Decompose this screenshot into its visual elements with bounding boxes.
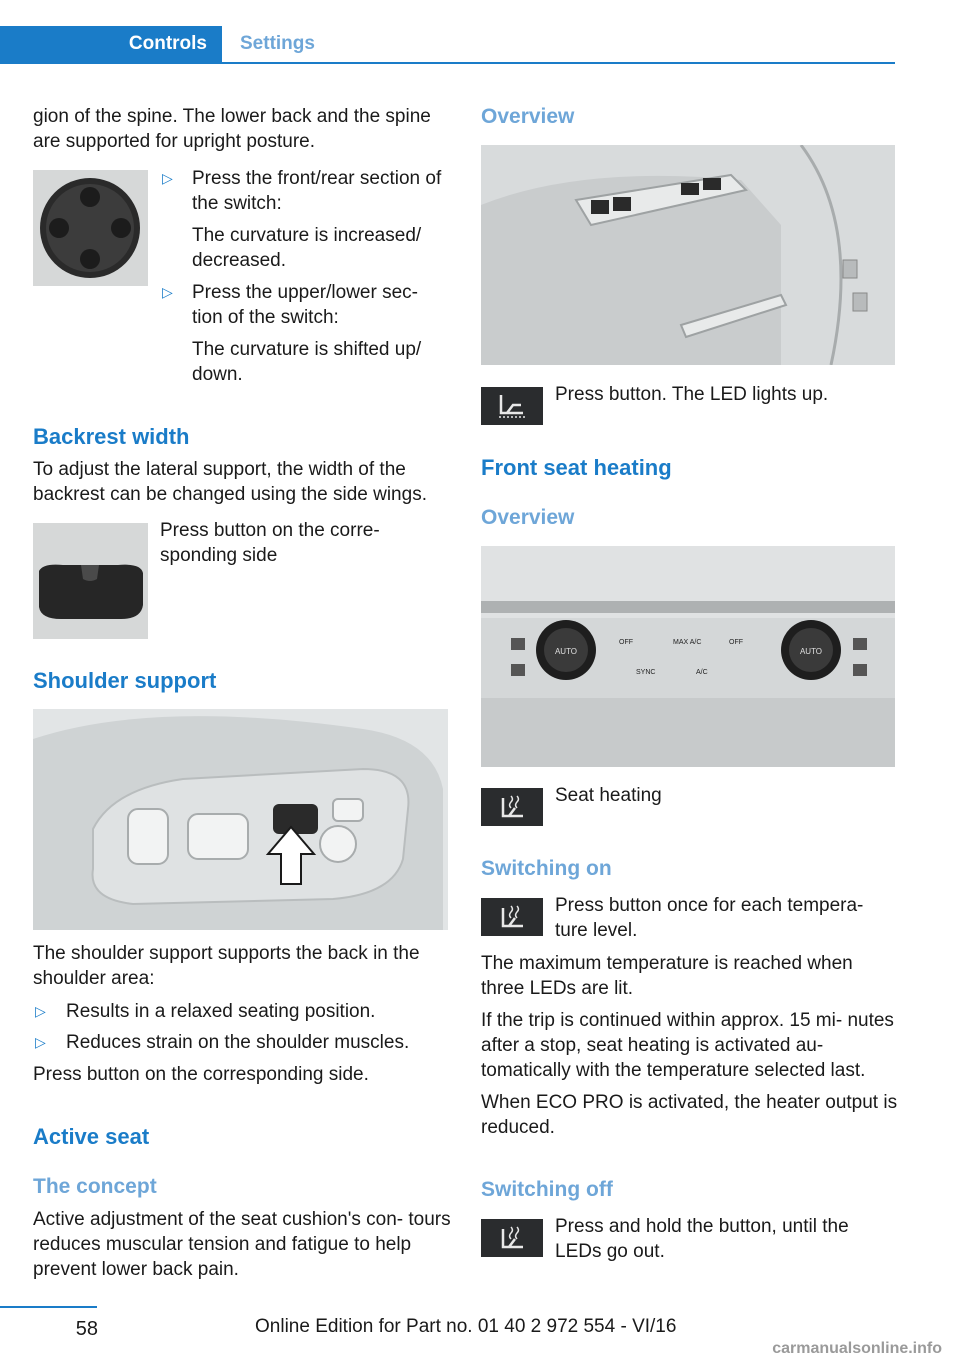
climate-panel-image (481, 546, 895, 767)
climate-label: OFF (729, 639, 743, 646)
climate-label: AUTO (554, 647, 578, 656)
watermark: carmanualsonline.info (772, 1340, 942, 1357)
curv-bullet-2-title: Press the upper/lower sec‐ tion of the switch: (192, 282, 418, 328)
seat-heating-button-icon (481, 1219, 543, 1257)
shoulder-press-text: Press button on the corresponding side. (33, 1064, 369, 1085)
intro-paragraph: gion of the spine. The lower back and the spine are supported for upright posture. (33, 106, 431, 152)
overview-heading: Overview (481, 105, 575, 128)
shoulder-paragraph: The shoulder support supports the back in the shoulder area: (33, 943, 420, 989)
press-led-text: Press button. The LED lights up. (555, 384, 829, 405)
page-number: 58 (75, 1318, 98, 1340)
tab-settings[interactable]: Settings (240, 33, 315, 54)
header-tabs (0, 26, 895, 64)
switch-on-text: Press button once for each tempera‐ ture level. (555, 895, 864, 941)
shoulder-support-heading: Shoulder support (33, 668, 217, 693)
trip-text: If the trip is continued within approx. 15 mi‐ nutes after a stop, seat heating is activated au‐ tomatically with the temperature selected last. (481, 1010, 894, 1081)
overview2-heading: Overview (481, 506, 575, 529)
curv-bullet-1-detail: The curvature is increased/ decreased. (192, 225, 422, 271)
backrest-width-heading: Backrest width (33, 424, 190, 449)
backrest-paragraph: To adjust the lateral support, the width of the backrest can be changed using the side wings. (33, 459, 427, 505)
curv-bullet-2-detail: The curvature is shifted up/ down. (192, 339, 422, 385)
shoulder-bullet-2: Reduces strain on the shoulder muscles. (66, 1032, 410, 1053)
seat-heating-button-icon (481, 788, 543, 826)
online-edition: Online Edition for Part no. 01 40 2 972 554 - VI/16 (255, 1316, 677, 1337)
tab-controls[interactable]: Controls (0, 26, 222, 62)
climate-label: SYNC (636, 669, 656, 676)
shoulder-bullet-1: Results in a relaxed seating position. (66, 1001, 376, 1022)
active-seat-heading: Active seat (33, 1124, 150, 1149)
bullet-triangle-icon: ▷ (35, 1034, 46, 1050)
climate-label: AUTO (799, 647, 823, 656)
climate-label: A/C (696, 669, 708, 676)
switch-off-text: Press and hold the button, until the LEDs go out. (555, 1216, 849, 1262)
backrest-button-text: Press button on the corre‐ sponding side (160, 520, 380, 566)
seat-heating-button-icon (481, 898, 543, 936)
bullet-triangle-icon: ▷ (162, 284, 173, 300)
backrest-button-image (33, 523, 148, 639)
switching-off-heading: Switching off (481, 1178, 613, 1201)
curv-bullet-1-title: Press the front/rear section of the switch: (192, 168, 442, 214)
switching-on-heading: Switching on (481, 857, 612, 880)
bullet-triangle-icon: ▷ (35, 1003, 46, 1019)
active-seat-button-icon (481, 387, 543, 425)
front-seat-heating-heading: Front seat heating (481, 455, 672, 480)
lumbar-switch-image (33, 170, 148, 286)
footer-rule (0, 1306, 97, 1308)
concept-heading: The concept (33, 1175, 157, 1198)
door-panel-image (481, 145, 895, 365)
concept-paragraph: Active adjustment of the seat cushion's con‐ tours reduces muscular tension and fatigue to help prevent lower back pain. (33, 1209, 451, 1280)
shoulder-support-image (33, 709, 448, 930)
climate-label: MAX A/C (673, 639, 702, 646)
seat-heating-label: Seat heating (555, 785, 662, 806)
bullet-triangle-icon: ▷ (162, 170, 173, 186)
climate-label: OFF (619, 639, 633, 646)
eco-text: When ECO PRO is activated, the heater output is reduced. (481, 1092, 898, 1138)
max-temp-text: The maximum temperature is reached when three LEDs are lit. (481, 953, 853, 999)
